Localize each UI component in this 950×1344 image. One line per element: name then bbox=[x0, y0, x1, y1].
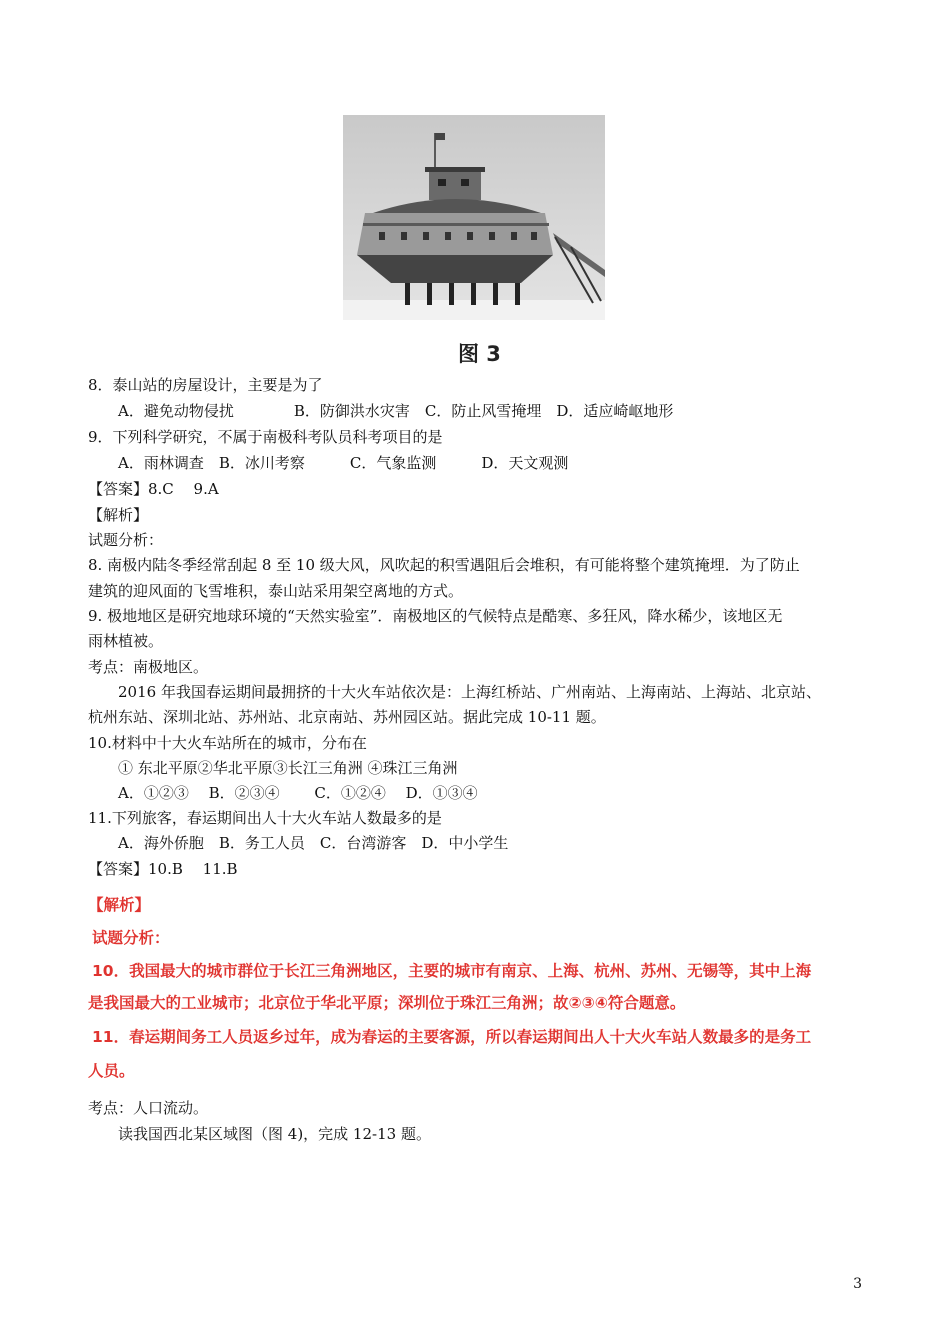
question-10-stem: 10.材料中十大火车站所在的城市，分布在 bbox=[88, 734, 367, 752]
answer-8-9: 【答案】8.C 9.A bbox=[88, 480, 219, 498]
question-11-stem: 11.下列旅客，春运期间出人十大火车站人数最多的是 bbox=[88, 809, 442, 827]
kaodian-2: 考点：人口流动。 bbox=[88, 1099, 209, 1117]
analysis-intro-1: 试题分析： bbox=[88, 531, 164, 549]
analysis-8-line-1: 8. 南极内陆冬季经常刮起 8 至 10 级大风，风吹起的积雪遇阻后会堆积，有可能将整个建筑掩埋．为了防止 bbox=[88, 556, 800, 574]
analysis-9-line-1: 9. 极地地区是研究地球环境的“天然实验室”．南极地区的气候特点是酷寒、多狂风，降水稀少，该地区无 bbox=[88, 607, 783, 625]
question-11-options: A．海外侨胞 B．务工人员 C．台湾游客 D．中小学生 bbox=[118, 834, 509, 852]
question-10-options: A．①②③ B．②③④ C．①②④ D．①③④ bbox=[118, 784, 478, 802]
kaodian-1: 考点：南极地区。 bbox=[88, 658, 209, 676]
analysis-11-line-1: 11．春运期间务工人员返乡过年，成为春运的主要客源，所以春运期间出人十大火车站人数最多的是务工 bbox=[92, 1028, 812, 1046]
analysis-10-line-2: 是我国最大的工业城市；北京位于华北平原；深圳位于珠江三角洲；故②③④符合题意。 bbox=[88, 994, 686, 1012]
question-8-stem: 8．泰山站的房屋设计，主要是为了 bbox=[88, 376, 323, 394]
analysis-intro-2: 试题分析： bbox=[92, 929, 170, 947]
answer-10-11: 【答案】10.B 11.B bbox=[88, 860, 238, 878]
taishan-station-photo bbox=[343, 115, 605, 365]
material-line-2: 杭州东站、深圳北站、苏州站、北京南站、苏州园区站。据此完成 10-11 题。 bbox=[88, 708, 606, 726]
question-9-stem: 9．下列科学研究，不属于南极科考队员科考项目的是 bbox=[88, 428, 443, 446]
analysis-10-line-1: 10．我国最大的城市群位于长江三角洲地区，主要的城市有南京、上海、杭州、苏州、无锡等，其中上海 bbox=[92, 962, 812, 980]
question-9-options: A．雨林调查 B．冰川考察 C．气象监测 D．天文观测 bbox=[118, 454, 569, 472]
question-8-options: A．避免动物侵扰 B．防御洪水灾害 C．防止风雪掩埋 D．适应崎岖地形 bbox=[118, 402, 674, 420]
figure-caption: 图 3 bbox=[458, 342, 501, 366]
analysis-header-1: 【解析】 bbox=[88, 506, 149, 524]
question-10-items: ① 东北平原②华北平原③长江三角洲 ④珠江三角洲 bbox=[118, 759, 458, 777]
analysis-9-line-2: 雨林植被。 bbox=[88, 632, 164, 650]
material-line-1: 2016 年我国春运期间最拥挤的十大火车站依次是：上海红桥站、广州南站、上海南站、上海站、北京站、 bbox=[118, 683, 821, 701]
page-number: 3 bbox=[853, 1276, 862, 1292]
next-section-intro: 读我国西北某区域图（图 4)，完成 12-13 题。 bbox=[118, 1125, 431, 1143]
analysis-11-line-2: 人员。 bbox=[88, 1062, 135, 1080]
analysis-8-line-2: 建筑的迎风面的飞雪堆积，泰山站采用架空离地的方式。 bbox=[88, 582, 464, 600]
analysis-header-2: 【解析】 bbox=[88, 896, 151, 914]
